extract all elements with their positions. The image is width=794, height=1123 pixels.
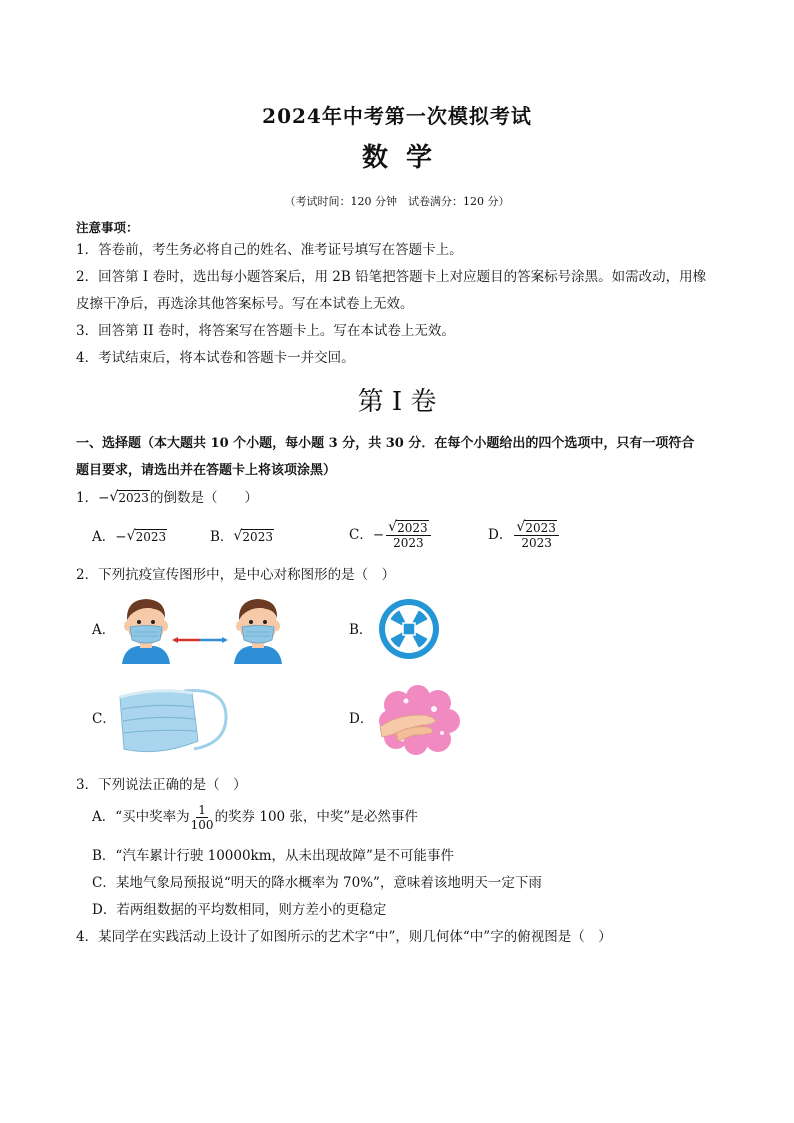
surgical-mask-image [114, 683, 232, 759]
q1-stem [76, 489, 258, 506]
masked-faces-image [118, 594, 286, 666]
q3-option-c: C．某地气象局预报说“明天的降水概率为 70%”，意味着该地明天一定下雨 [92, 875, 542, 891]
q1-sqrt: √ 2023 [109, 489, 149, 505]
q1-option-b: B． √ 2023 [210, 528, 273, 545]
note-item-2: 2．回答第 I 卷时，选出每小题答案后，用 2B 铅笔把答题卡上对应题目的答案标号涂黑。如需改动，用橡 [76, 269, 707, 285]
fan-symbol-image [377, 596, 441, 662]
exam-info: （考试时间：120 分钟 试卷满分：120 分） [284, 195, 510, 208]
q4-stem: 4．某同学在实践活动上设计了如图所示的艺术字“中”，则几何体“中”字的俯视图是（ ） [76, 929, 612, 945]
q2-label-d: D． [349, 711, 374, 727]
q2-label-b: B． [349, 622, 373, 638]
q3-option-d: D．若两组数据的平均数相同，则方差小的更稳定 [92, 902, 387, 918]
red-blue-arrow [172, 637, 228, 643]
exam-title: 2024年中考第一次模拟考试 [262, 104, 532, 128]
q3-option-a: A．“买中奖率为 $\frac{1}{100}$ 的奖券 100 张，中奖”是必然事件 [92, 803, 418, 832]
section1-heading-cont: 题目要求，请选出并在答题卡上将该项涂黑） [76, 463, 337, 478]
q1-minus: − [98, 490, 110, 506]
q2-label-c: C． [92, 711, 116, 727]
note-item-2-cont: 皮擦干净后，再选涂其他答案标号。写在本试卷上无效。 [76, 296, 414, 312]
note-item-1: 1．答卷前，考生务必将自己的姓名、准考证号填写在答题卡上。 [76, 242, 463, 258]
masked-face-right [234, 599, 282, 664]
q1-option-c: C． − √ 2023 2023 [349, 522, 431, 549]
q3-option-b: B．“汽车累计行驶 10000km，从未出现故障”是不可能事件 [92, 848, 454, 864]
section1-heading: 一、选择题（本大题共 10 个小题，每小题 3 分，共 30 分．在每个小题给出的四个选项中，只有一项符合 [76, 436, 695, 451]
q1-option-d: D． √ 2023 2023 [488, 522, 559, 549]
note-item-4: 4．考试结束后，将本试卷和答题卡一并交回。 [76, 350, 355, 366]
q2-stem: 2．下列抗疫宣传图形中，是中心对称图形的是（ ） [76, 567, 396, 583]
note-item-3: 3．回答第 II 卷时，将答案写在答题卡上。写在本试卷上无效。 [76, 323, 455, 339]
volume-title: 第 I 卷 [357, 387, 437, 417]
q1-option-a: A．− √ 2023 [92, 528, 167, 545]
masked-face-left [122, 599, 170, 664]
subject-title: 数学 [361, 143, 450, 173]
q2-label-a: A． [92, 622, 116, 638]
notes-heading: 注意事项： [76, 220, 139, 235]
q1-stem-tail: 的倒数是（ ） [149, 490, 258, 506]
q1-number: 1． [76, 490, 99, 506]
hand-washing-image [376, 685, 462, 755]
q3-stem: 3．下列说法正确的是（ ） [76, 777, 247, 793]
